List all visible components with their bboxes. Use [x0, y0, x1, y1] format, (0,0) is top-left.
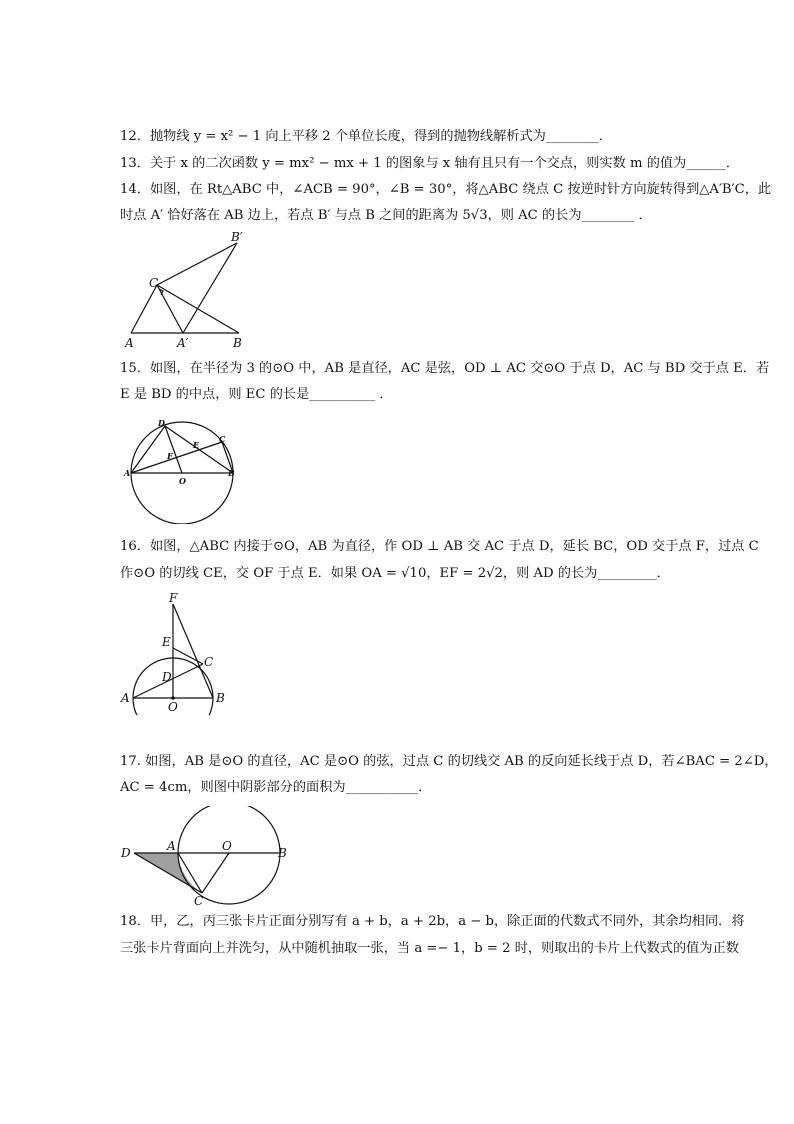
figure-14: [115, 225, 255, 355]
question-12: 12．抛物线 y = x² − 1 向上平移 2 个单位长度，得到的抛物线解析式为________．: [120, 129, 612, 144]
label-O: O: [168, 700, 178, 714]
tangent-CE: [173, 648, 203, 664]
question-14-line-2: 时点 A′ 恰好落在 AB 边上，若点 B′ 与点 B 之间的距离为 5√3，则 AC 的长为________ ．: [120, 208, 652, 223]
radius-OC: [202, 853, 229, 893]
question-17-line-1: 17. 如图，AB 是⊙O 的直径，AC 是⊙O 的弦，过点 C 的切线交 AB 的反向延长线于点 D，若∠BAC = 2∠D，: [120, 754, 778, 769]
label-B: B: [278, 846, 287, 860]
question-16-line-1: 16．如图，△ABC 内接于⊙O，AB 为直径，作 OD ⊥ AB 交 AC 于点 D，延长 BC，OD 交于点 F，过点 C: [120, 539, 759, 554]
circle-O: [178, 806, 280, 904]
label-B: B: [216, 691, 225, 705]
question-18-line-1: 18．甲，乙，丙三张卡片正面分别写有 a + b，a + 2b，a − b，除正面的代数式不同外，其余均相同．将: [120, 914, 745, 929]
label-B-prime: B′: [231, 230, 243, 244]
question-17-line-2: AC = 4cm，则图中阴影部分的面积为___________．: [120, 780, 432, 795]
question-18-line-2: 三张卡片背面向上并洗匀，从中随机抽取一张，当 a =− 1，b = 2 时，则取出的卡片上代数式的值为正数: [120, 941, 739, 956]
label-A-prime: A′: [177, 336, 189, 350]
label-O: O: [179, 476, 186, 486]
label-D: D: [121, 846, 131, 860]
label-O: O: [222, 839, 232, 853]
label-D: D: [162, 670, 172, 684]
question-13: 13．关于 x 的二次函数 y = mx² − mx + 1 的图象与 x 轴有且只有一个交点，则实数 m 的值为______．: [120, 156, 740, 171]
label-C: C: [149, 276, 159, 290]
label-C: C: [204, 655, 214, 669]
question-16-line-2: 作⊙O 的切线 CE，交 OF 于点 E．如果 OA = √10，EF = 2√2，则 AD 的长为_________．: [120, 566, 670, 581]
question-15-line-1: 15．如图，在半径为 3 的⊙O 中，AB 是直径，AC 是弦，OD ⊥ AC 交⊙O 于点 D，AC 与 BD 交于点 E．若: [120, 361, 770, 376]
label-A: A: [121, 691, 130, 705]
question-14-line-1: 14．如图，在 Rt△ABC 中，∠ACB = 90°，∠B = 30°，将△ABC 绕点 C 按逆时针方向旋转得到△A′B′C，此: [120, 182, 772, 197]
label-C: C: [219, 434, 226, 444]
label-A: A: [124, 468, 131, 478]
figure-15: [122, 414, 242, 524]
label-F: F: [167, 451, 173, 461]
label-C: C: [194, 894, 204, 906]
label-B: B: [233, 336, 242, 350]
figure-16: [116, 590, 236, 715]
label-B: B: [228, 468, 235, 478]
segment-OD: [165, 426, 182, 473]
label-D: D: [158, 418, 165, 428]
label-F: F: [169, 591, 178, 605]
label-E: E: [162, 635, 171, 649]
segment-AC: [131, 285, 157, 333]
label-E: E: [193, 440, 200, 450]
label-A: A: [125, 336, 134, 350]
label-A: A: [167, 839, 176, 853]
question-15-line-2: E 是 BD 的中点，则 EC 的长是__________ ．: [120, 387, 393, 402]
figure-17: [118, 806, 298, 906]
